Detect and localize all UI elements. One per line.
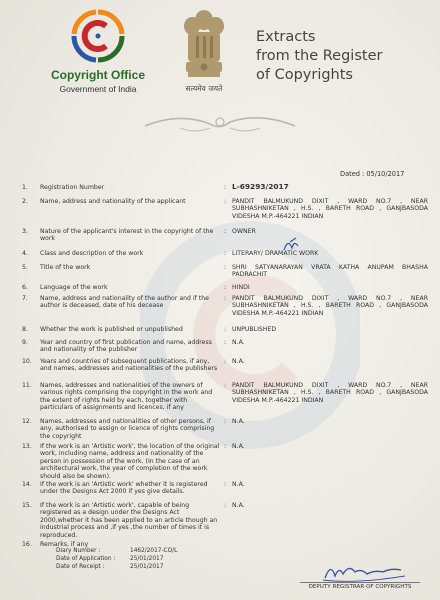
- row-label: Registration Number: [40, 184, 105, 191]
- row-label: If the work is an 'Artistic work', capable of being registered as a design under the Designs Act 2000,whether it has been applied to an article though an industrial process and ,if yes ,the number of times it is reproduced.: [40, 502, 218, 539]
- document-title: [256, 28, 436, 85]
- row-separator: :: [224, 443, 227, 450]
- row-separator: :: [224, 358, 227, 365]
- row-label: Title of the work: [40, 264, 91, 271]
- row-separator: :: [224, 339, 227, 346]
- row-number: 6.: [22, 284, 28, 291]
- row-separator: :: [224, 418, 227, 425]
- row-label: Names, addresses and nationalities of the owners of various rights comprising the copyright in the work and the extent of rights held by each, together with particulars of assignments and licences, if any: [40, 382, 213, 412]
- row-number: 1.: [22, 184, 28, 191]
- row-value: N.A.: [232, 443, 245, 450]
- row-label: If the work is an 'Artistic work' whether it is registered under the Designs Act 2000 if yes give details.: [40, 481, 208, 496]
- application-date-label: Date of Application :: [56, 556, 116, 562]
- row-number: 3.: [22, 228, 28, 235]
- application-date-value: 25/01/2017: [130, 556, 164, 562]
- copyright-logo-icon: [68, 8, 128, 64]
- row-value: OWNER: [232, 228, 256, 235]
- row-number: 9.: [22, 339, 28, 346]
- title-line-2: from the Register: [256, 48, 383, 64]
- row-value: PANDIT BALMUKUND DIXIT , WARD NO.7 , NEAR SUBHASHNIKETAN , H.S. , BARETH ROAD , GANJBASODA VIDESHA M.P.-464221 INDIAN: [232, 198, 428, 220]
- row-separator: :: [224, 250, 227, 257]
- certificate-header: [0, 0, 440, 112]
- row-number: 10.: [22, 358, 32, 365]
- diary-number-label: Diary Number :: [56, 548, 101, 554]
- row-separator: :: [224, 326, 227, 333]
- row-number: 14.: [22, 481, 32, 488]
- row-value: HINDI: [232, 284, 250, 291]
- row-number: 4.: [22, 250, 28, 257]
- issue-date: Dated : 05/10/2017: [340, 170, 405, 178]
- receipt-date-label: Date of Receipt :: [56, 564, 105, 570]
- row-label: Name, address and nationality of the applicant: [40, 198, 186, 205]
- row-value: LITERARY/ DRAMATIC WORK: [232, 250, 319, 257]
- row-value: UNPUBLISHED: [232, 326, 277, 333]
- row-separator: :: [224, 198, 227, 205]
- row-label: Language of the work: [40, 284, 108, 291]
- emblem-motto: सत्यमेव जयते: [185, 84, 223, 93]
- registration-number: L-69293/2017: [232, 182, 289, 191]
- row-value: N.A.: [232, 481, 245, 488]
- row-separator: :: [224, 382, 227, 389]
- row-number: 16.: [22, 541, 32, 548]
- row-number: 12.: [22, 418, 32, 425]
- row-label: Remarks, if any: [40, 541, 89, 548]
- copyright-office-logo: [38, 8, 158, 108]
- row-number: 2.: [22, 198, 28, 205]
- row-label: If the work is an 'Artistic work', the location of the original work, including name, address and nationality of the person in possession of the work. (In the case of an architectural work, the year of completion of the work should also be shown).: [40, 443, 220, 480]
- receipt-date-value: 25/01/2017: [130, 564, 164, 570]
- row-separator: :: [224, 295, 227, 302]
- row-separator: :: [224, 481, 227, 488]
- work-title: SHRI SATYANARAYAN VRATA KATHA ANUPAM BHASHA PADRACHIT: [232, 264, 428, 279]
- row-separator: :: [224, 284, 227, 291]
- row-number: 7.: [22, 295, 28, 302]
- row-label: Name, address and nationality of the author and if the author is deceased, date of his decease: [40, 295, 209, 310]
- decorative-flourish-icon: [140, 108, 300, 138]
- row-value: PANDIT BALMUKUND DIXIT , WARD NO.7 , NEAR SUBHASHNIKETAN , H.S. , BARETH ROAD , GANJBASODA VIDESHA M.P.-464221 INDIAN: [232, 382, 428, 404]
- row-label: Names, addresses and nationalities of other persons, if any, authorised to assign or licence of rights comprising the copyright: [40, 418, 215, 440]
- row-label: Nature of the applicant's interest in the copyright of the work: [40, 228, 214, 243]
- row-separator: :: [224, 184, 227, 191]
- title-line-1: Extracts: [256, 29, 316, 45]
- row-number: 13.: [22, 443, 32, 450]
- row-value: N.A.: [232, 502, 245, 509]
- row-separator: :: [224, 264, 227, 271]
- row-number: 5.: [22, 264, 28, 271]
- row-separator: :: [224, 228, 227, 235]
- signatory-title: DEPUTY REGISTRAR OF COPYRIGHTS: [300, 582, 420, 590]
- row-label: Class and description of the work: [40, 250, 144, 257]
- row-label: Year and country of first publication and name, address and nationality of the publisher: [40, 339, 212, 354]
- row-label: Whether the work is published or unpublished: [40, 326, 183, 333]
- row-number: 8.: [22, 326, 28, 333]
- diary-number-row: [0, 548, 440, 555]
- row-value: PANDIT BALMUKUND DIXIT , WARD NO.7 , NEAR SUBHASHNIKETAN , H.S. , BARETH ROAD , GANJBASODA VIDESHA M.P.-464221 INDIAN: [232, 295, 428, 317]
- row-separator: :: [224, 502, 227, 509]
- row-value: N.A.: [232, 418, 245, 425]
- row-label: Years and countries of subsequent publications, if any, and names, addresses and nationalities of the publishers: [40, 358, 218, 373]
- row-number: 11.: [22, 382, 32, 389]
- row-number: 15.: [22, 502, 32, 509]
- diary-number-value: 1462/2017-CO/L: [130, 548, 178, 554]
- row-value: N.A.: [232, 339, 245, 346]
- row-value: N.A.: [232, 358, 245, 365]
- handwritten-mark-icon: [280, 236, 306, 254]
- org-name: Copyright Office: [50, 68, 145, 82]
- org-subtitle: Government of India: [59, 84, 137, 94]
- title-line-3: of Copyrights: [256, 67, 353, 83]
